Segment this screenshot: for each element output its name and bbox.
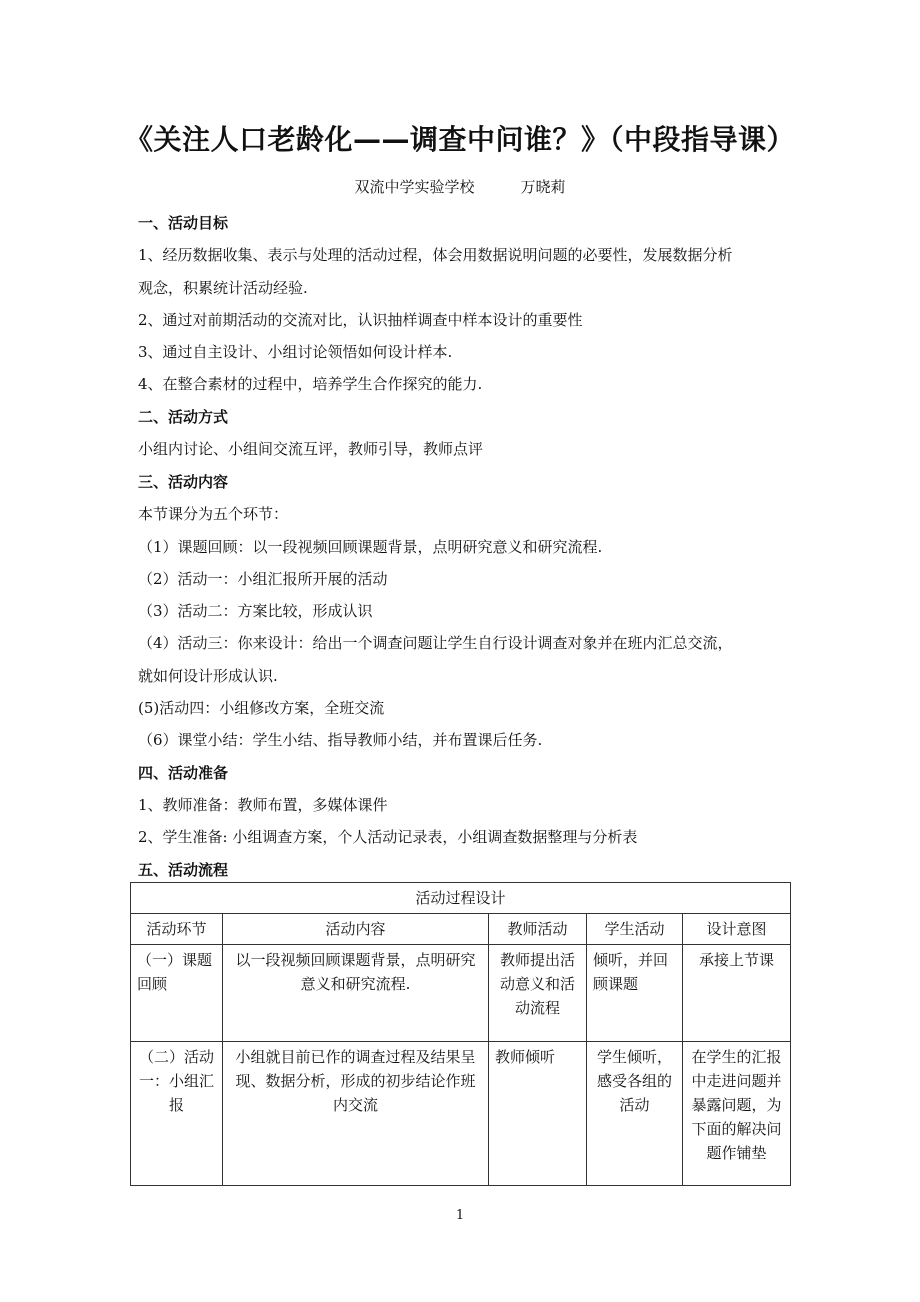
section-heading-flow: 五、活动流程 xyxy=(138,861,229,879)
table-cell: 学生倾听，感受各组的活动 xyxy=(587,1042,683,1186)
goal-1-cont: 观念，积累统计活动经验. xyxy=(138,279,308,297)
prep-student: 2、学生准备: 小组调查方案，个人活动记录表，小组调查数据整理与分析表 xyxy=(138,828,638,846)
table-header: 学生活动 xyxy=(587,914,683,945)
goal-1: 1、经历数据收集、表示与处理的活动过程，体会用数据说明问题的必要性，发展数据分析 xyxy=(138,246,733,264)
content-step-3: （3）活动二：方案比较，形成认识 xyxy=(138,602,373,620)
table-cell: （二）活动一：小组汇报 xyxy=(131,1042,223,1186)
table-header: 活动环节 xyxy=(131,914,223,945)
content-step-1: （1）课题回顾：以一段视频回顾课题背景，点明研究意义和研究流程. xyxy=(138,538,603,556)
school-name: 双流中学实验学校 xyxy=(354,178,475,196)
page-title: 《关注人口老龄化——调查中问谁？》（中段指导课） xyxy=(124,123,795,156)
content-step-6: （6）课堂小结：学生小结、指导教师小结，并布置课后任务. xyxy=(138,731,543,749)
content-intro: 本节课分为五个环节： xyxy=(138,505,289,523)
table-header: 教师活动 xyxy=(489,914,587,945)
table-cell: （一）课题回顾 xyxy=(131,945,223,1042)
table-cell: 教师提出活动意义和活动流程 xyxy=(489,945,587,1042)
table-header-row xyxy=(131,914,791,945)
prep-teacher: 1、教师准备：教师布置，多媒体课件 xyxy=(138,796,388,814)
table-cell: 教师倾听 xyxy=(489,1042,587,1186)
table-cell: 在学生的汇报中走进问题并暴露问题，为下面的解决问题作铺垫 xyxy=(683,1042,791,1186)
author-name: 万晓莉 xyxy=(520,178,566,196)
table-cell: 小组就目前已作的调查过程及结果呈现、数据分析，形成的初步结论作班内交流 xyxy=(223,1042,489,1186)
section-heading-prep: 四、活动准备 xyxy=(138,764,229,782)
page-number: 1 xyxy=(455,1208,465,1223)
table-header: 设计意图 xyxy=(683,914,791,945)
section-heading-content: 三、活动内容 xyxy=(138,473,229,491)
table-cell: 倾听，并回顾课题 xyxy=(587,945,683,1042)
goal-3: 3、通过自主设计、小组讨论领悟如何设计样本. xyxy=(138,343,453,361)
activity-flow-table xyxy=(130,882,791,1186)
content-step-5: (5)活动四：小组修改方案，全班交流 xyxy=(138,699,385,717)
byline xyxy=(0,176,920,197)
content-step-4-cont: 就如何设计形成认识. xyxy=(138,667,278,685)
goal-2: 2、通过对前期活动的交流对比，认识抽样调查中样本设计的重要性 xyxy=(138,311,583,329)
section-heading-method: 二、活动方式 xyxy=(138,408,229,426)
method-text: 小组内讨论、小组间交流互评，教师引导，教师点评 xyxy=(138,440,484,458)
table-cell: 承接上节课 xyxy=(683,945,791,1042)
section-heading-goals: 一、活动目标 xyxy=(138,214,229,232)
table-row xyxy=(131,945,791,1042)
table-row xyxy=(131,1042,791,1186)
content-step-4: （4）活动三：你来设计：给出一个调查问题让学生自行设计调查对象并在班内汇总交流， xyxy=(138,634,733,652)
table-header: 活动内容 xyxy=(223,914,489,945)
content-step-2: （2）活动一：小组汇报所开展的活动 xyxy=(138,570,388,588)
goal-4: 4、在整合素材的过程中，培养学生合作探究的能力. xyxy=(138,375,483,393)
table-caption: 活动过程设计 xyxy=(131,883,791,914)
table-cell: 以一段视频回顾课题背景，点明研究意义和研究流程. xyxy=(223,945,489,1042)
